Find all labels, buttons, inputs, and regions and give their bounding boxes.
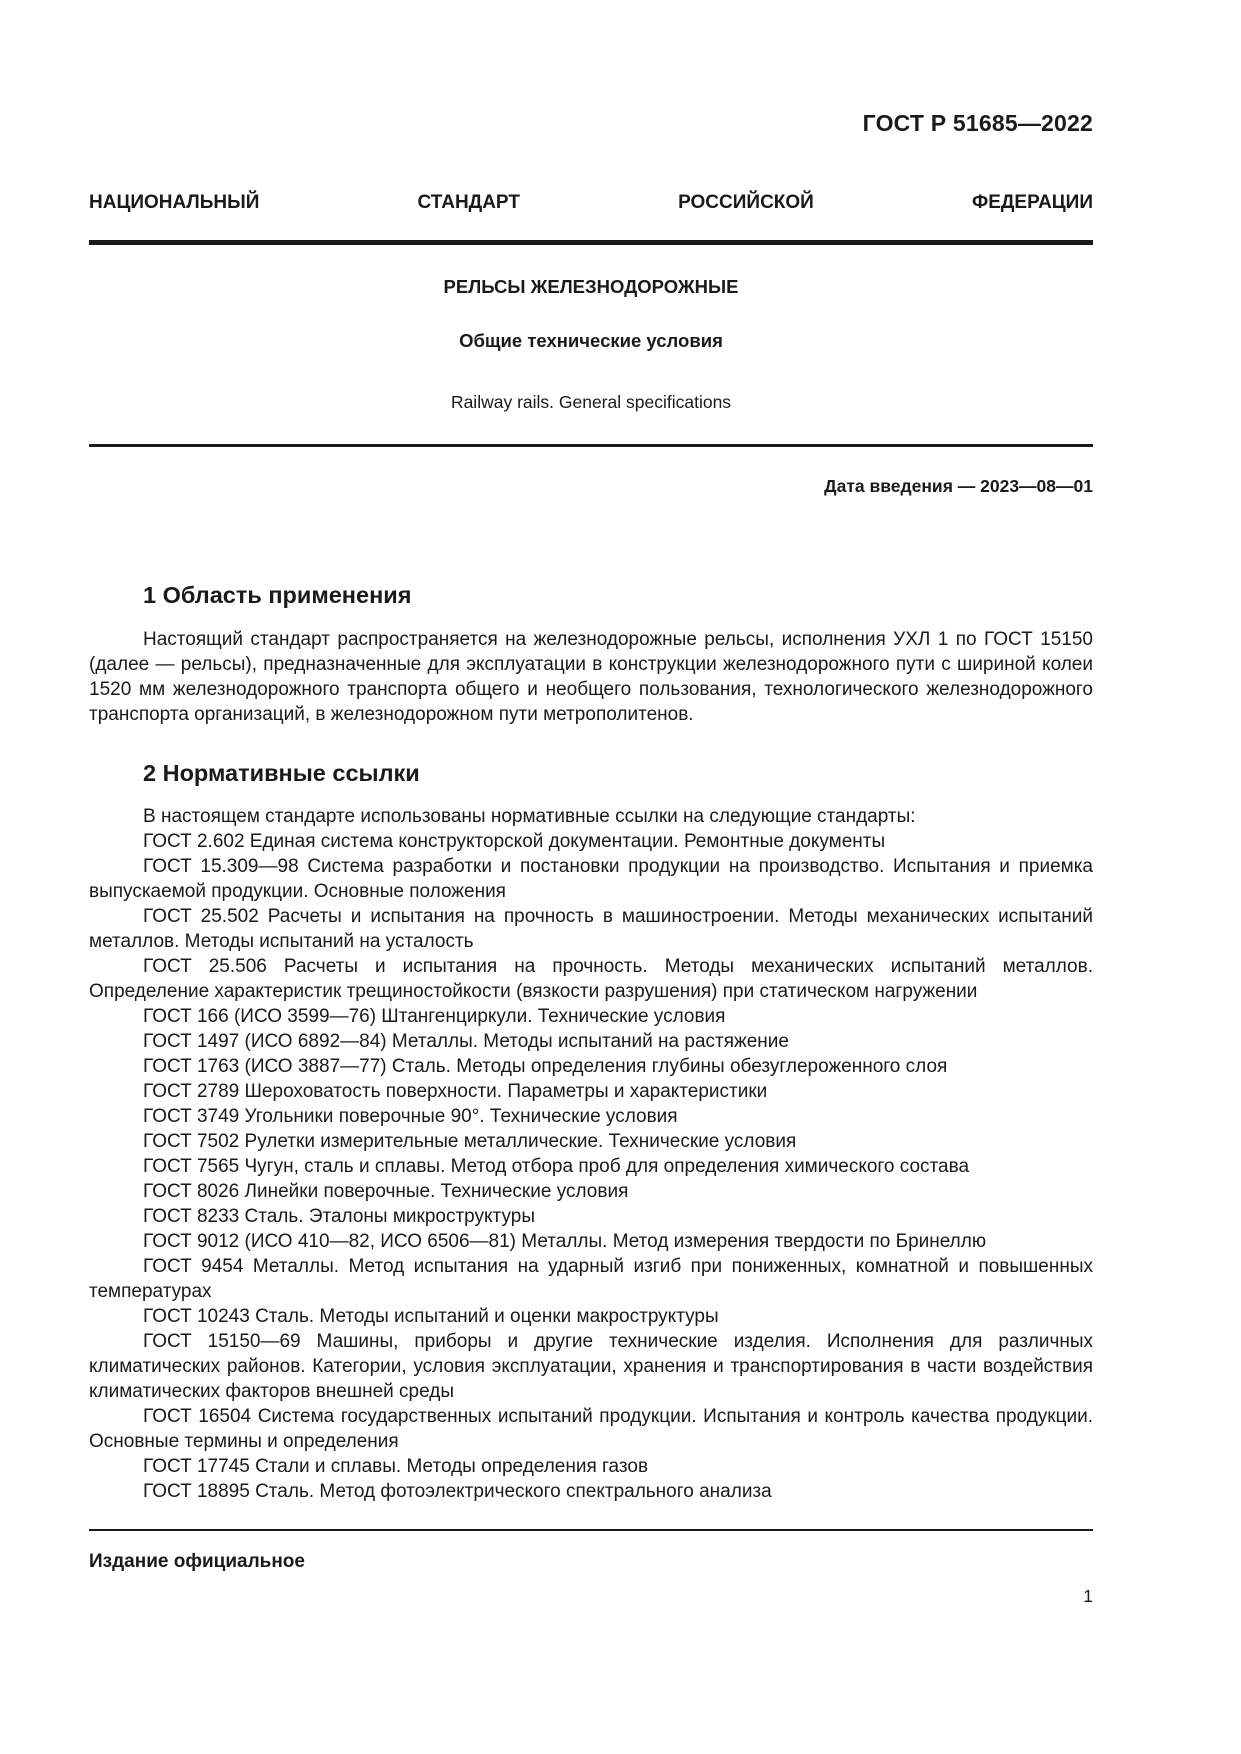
reference-item: ГОСТ 15150—69 Машины, приборы и другие технические изделия. Исполнения для различных климатических районов. Категории, условия эксплуатации, хранения и транспортирования в части воздействия климатических факторов внешней среды xyxy=(89,1331,1093,1402)
reference-item: ГОСТ 2789 Шероховатость поверхности. Параметры и характеристики xyxy=(143,1081,768,1102)
english-title: Railway rails. General specifications xyxy=(450,392,732,412)
reference-item: ГОСТ 166 (ИСО 3599—76) Штангенциркули. Технические условия xyxy=(143,1006,726,1027)
reference-item: ГОСТ 9454 Металлы. Метод испытания на ударный изгиб при пониженных, комнатной и повышенных температурах xyxy=(89,1256,1093,1302)
reference-item: ГОСТ 3749 Угольники поверочные 90°. Технические условия xyxy=(143,1106,678,1127)
official-edition-label: Издание официальное xyxy=(89,1551,305,1572)
page-number: 1 xyxy=(1083,1586,1093,1606)
reference-item: ГОСТ 25.502 Расчеты и испытания на прочность в машиностроении. Методы механических испытаний металлов. Методы испытаний на усталость xyxy=(89,906,1093,952)
reference-item: ГОСТ 17745 Стали и сплавы. Методы определения газов xyxy=(143,1456,649,1477)
document-page xyxy=(89,0,1093,1754)
reference-item: ГОСТ 7502 Рулетки измерительные металлические. Технические условия xyxy=(143,1131,797,1152)
title-divider xyxy=(89,444,1093,447)
footer-divider xyxy=(89,1529,1093,1531)
header-divider xyxy=(89,240,1093,245)
reference-item: ГОСТ 8233 Сталь. Эталоны микроструктуры xyxy=(143,1206,535,1227)
scope-paragraph: Настоящий стандарт распространяется на железнодорожные рельсы, исполнения УХЛ 1 по ГОСТ 15150 (далее — рельсы), предназначенные для эксплуатации в конструкции железнодорожного пути с шириной колеи 1520 мм железнодорожного транспорта общего и необщего пользования, технологического железнодорожного транспорта организаций, в железнодорожном пути метрополитенов. xyxy=(89,629,1093,725)
document-title: РЕЛЬСЫ ЖЕЛЕЗНОДОРОЖНЫЕ xyxy=(443,276,739,297)
document-subtitle: Общие технические условия xyxy=(459,330,723,351)
reference-item: ГОСТ 8026 Линейки поверочные. Технические условия xyxy=(143,1181,629,1202)
reference-item: ГОСТ 10243 Сталь. Методы испытаний и оценки макроструктуры xyxy=(143,1306,719,1327)
section-heading-scope: 1 Область применения xyxy=(143,582,412,608)
reference-item: ГОСТ 7565 Чугун, сталь и сплавы. Метод отбора проб для определения химического состава xyxy=(143,1156,970,1177)
references-intro: В настоящем стандарте использованы нормативные ссылки на следующие стандарты: xyxy=(143,806,916,827)
reference-item: ГОСТ 1763 (ИСО 3887—77) Сталь. Методы определения глубины обезуглероженного слоя xyxy=(143,1056,948,1077)
section-heading-references: 2 Нормативные ссылки xyxy=(143,760,420,786)
reference-item: ГОСТ 18895 Сталь. Метод фотоэлектрического спектрального анализа xyxy=(143,1481,772,1502)
document-number: ГОСТ Р 51685—2022 xyxy=(862,110,1093,136)
references-list xyxy=(89,804,1093,1504)
introduction-date: Дата введения — 2023—08—01 xyxy=(824,476,1093,496)
reference-item: ГОСТ 15.309—98 Система разработки и постановки продукции на производство. Испытания и приемка выпускаемой продукции. Основные положения xyxy=(89,856,1093,902)
reference-item: ГОСТ 9012 (ИСО 410—82, ИСО 6506—81) Металлы. Метод измерения твердости по Бринеллю xyxy=(143,1231,987,1252)
national-standard-banner: НАЦИОНАЛЬНЫЙ СТАНДАРТ РОССИЙСКОЙ ФЕДЕРАЦИИ xyxy=(89,192,1093,213)
reference-item: ГОСТ 2.602 Единая система конструкторской документации. Ремонтные документы xyxy=(143,831,886,852)
reference-item: ГОСТ 1497 (ИСО 6892—84) Металлы. Методы испытаний на растяжение xyxy=(143,1031,789,1052)
reference-item: ГОСТ 16504 Система государственных испытаний продукции. Испытания и контроль качества продукции. Основные термины и определения xyxy=(89,1406,1093,1452)
reference-item: ГОСТ 25.506 Расчеты и испытания на прочность. Методы механических испытаний металлов. Определение характеристик трещиностойкости (вязкости разрушения) при статическом нагружении xyxy=(89,956,1093,1002)
